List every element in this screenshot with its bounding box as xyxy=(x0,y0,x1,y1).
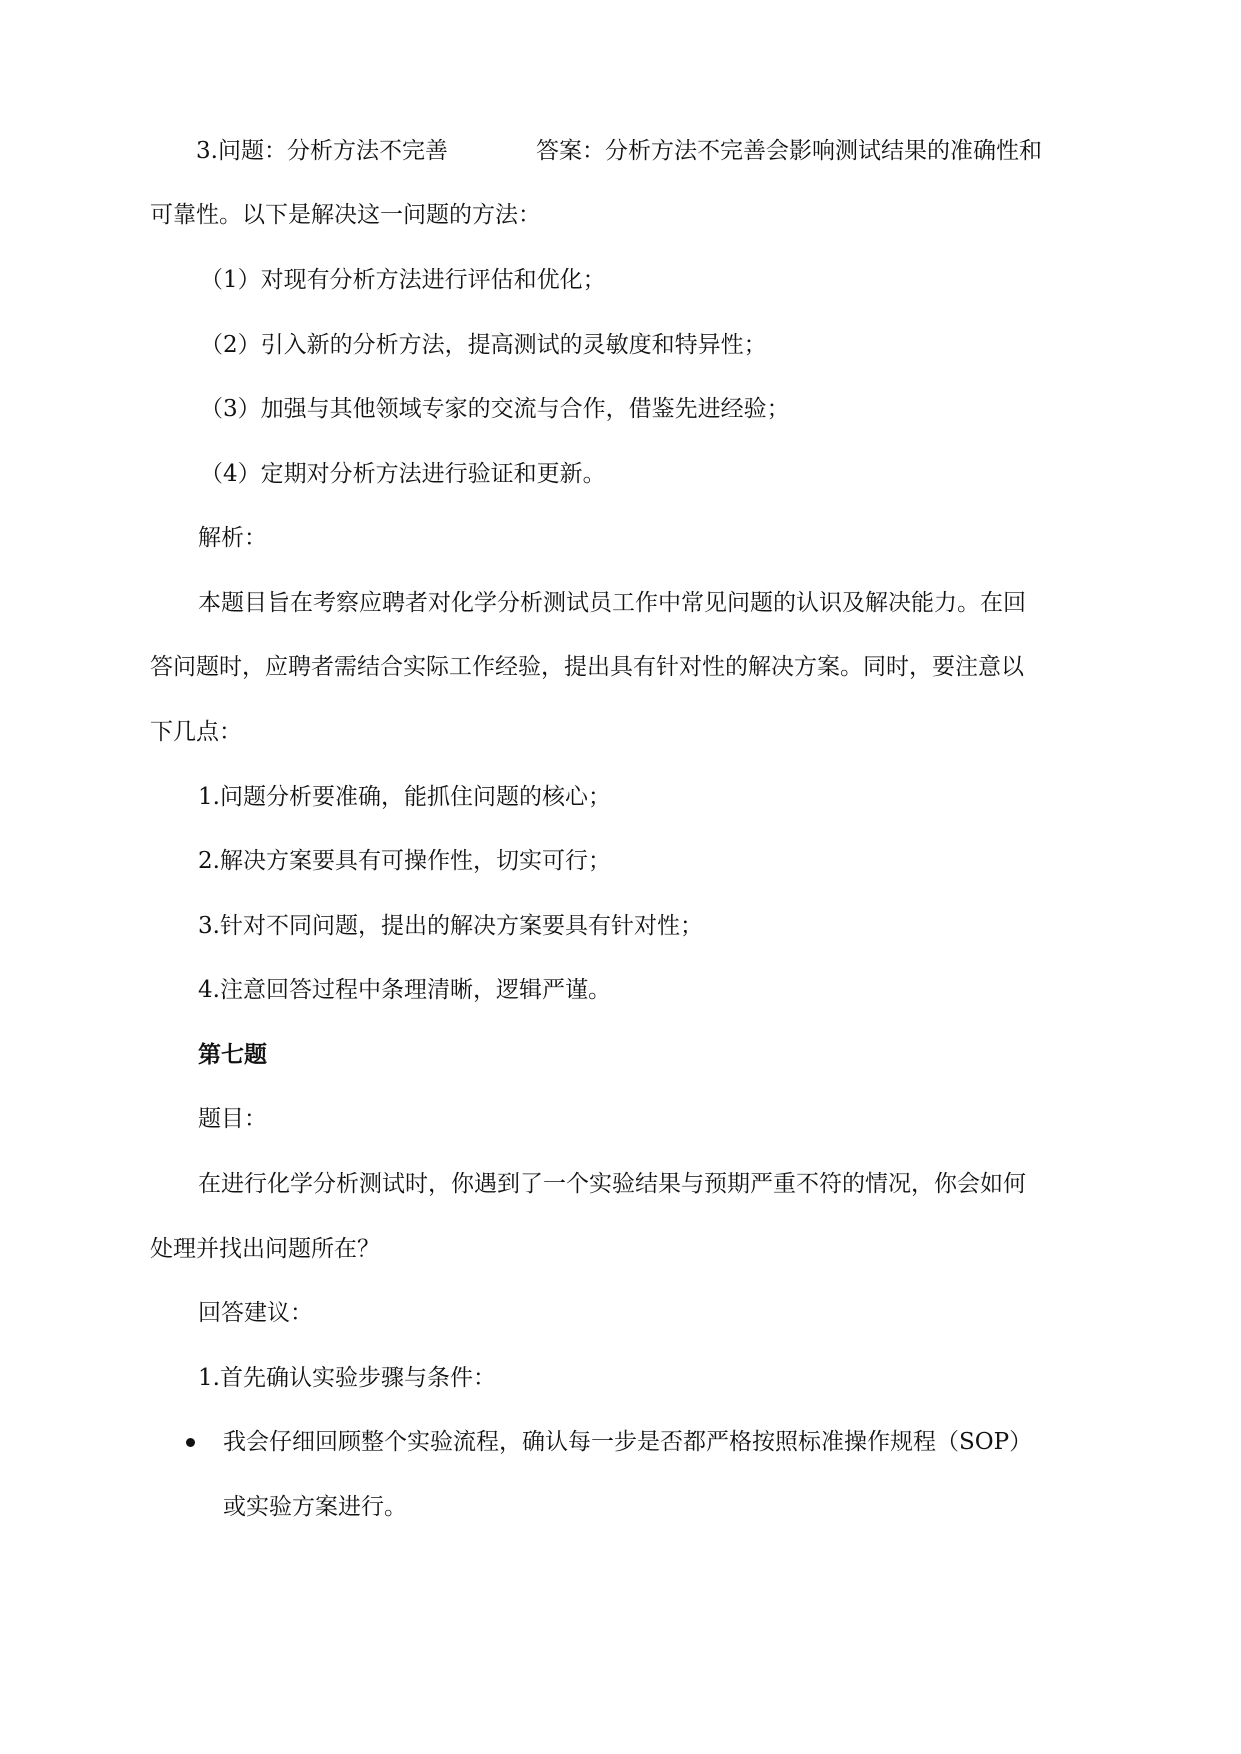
bullet-item-line-2: 或实验方案进行。 xyxy=(223,1494,407,1520)
analysis-paragraph-line-2: 答问题时，应聘者需结合实际工作经验，提出具有针对性的解决方案。同时，要注意以 xyxy=(150,654,1024,680)
method-item-2: （2）引入新的分析方法，提高测试的灵敏度和特异性； xyxy=(200,332,767,358)
q3-answer-cont: 可靠性。以下是解决这一问题的方法： xyxy=(150,202,541,228)
q3-answer-start: 答案：分析方法不完善会影响测试结果的准确性和 xyxy=(536,138,1042,164)
method-item-1: （1）对现有分析方法进行评估和优化； xyxy=(200,267,606,293)
question-line-1: 在进行化学分析测试时，你遇到了一个实验结果与预期严重不符的情况，你会如何 xyxy=(198,1171,1026,1197)
analysis-paragraph-line-3: 下几点： xyxy=(150,719,242,745)
point-item-3: 3.针对不同问题，提出的解决方案要具有针对性； xyxy=(198,913,703,939)
bullet-item-line-1: 我会仔细回顾整个实验流程，确认每一步是否都严格按照标准操作规程（SOP） xyxy=(223,1429,1033,1455)
analysis-label: 解析： xyxy=(198,525,267,551)
question-line-2: 处理并找出问题所在？ xyxy=(150,1236,380,1262)
point-item-1: 1.问题分析要准确，能抓住问题的核心； xyxy=(198,784,611,810)
method-item-3: （3）加强与其他领域专家的交流与合作，借鉴先进经验； xyxy=(200,396,790,422)
bullet-icon xyxy=(186,1438,195,1447)
method-item-4: （4）定期对分析方法进行验证和更新。 xyxy=(200,461,606,487)
point-item-2: 2.解决方案要具有可操作性，切实可行； xyxy=(198,848,611,874)
section-heading: 第七题 xyxy=(198,1041,267,1068)
answer-label: 回答建议： xyxy=(198,1300,313,1326)
question-label: 题目： xyxy=(198,1106,267,1132)
point-item-4: 4.注意回答过程中条理清晰，逻辑严谨。 xyxy=(198,977,611,1003)
q3-title: 3.问题：分析方法不完善 xyxy=(196,138,448,164)
analysis-paragraph-line-1: 本题目旨在考察应聘者对化学分析测试员工作中常见问题的认识及解决能力。在回 xyxy=(198,590,1026,616)
step-1: 1.首先确认实验步骤与条件： xyxy=(198,1365,496,1391)
